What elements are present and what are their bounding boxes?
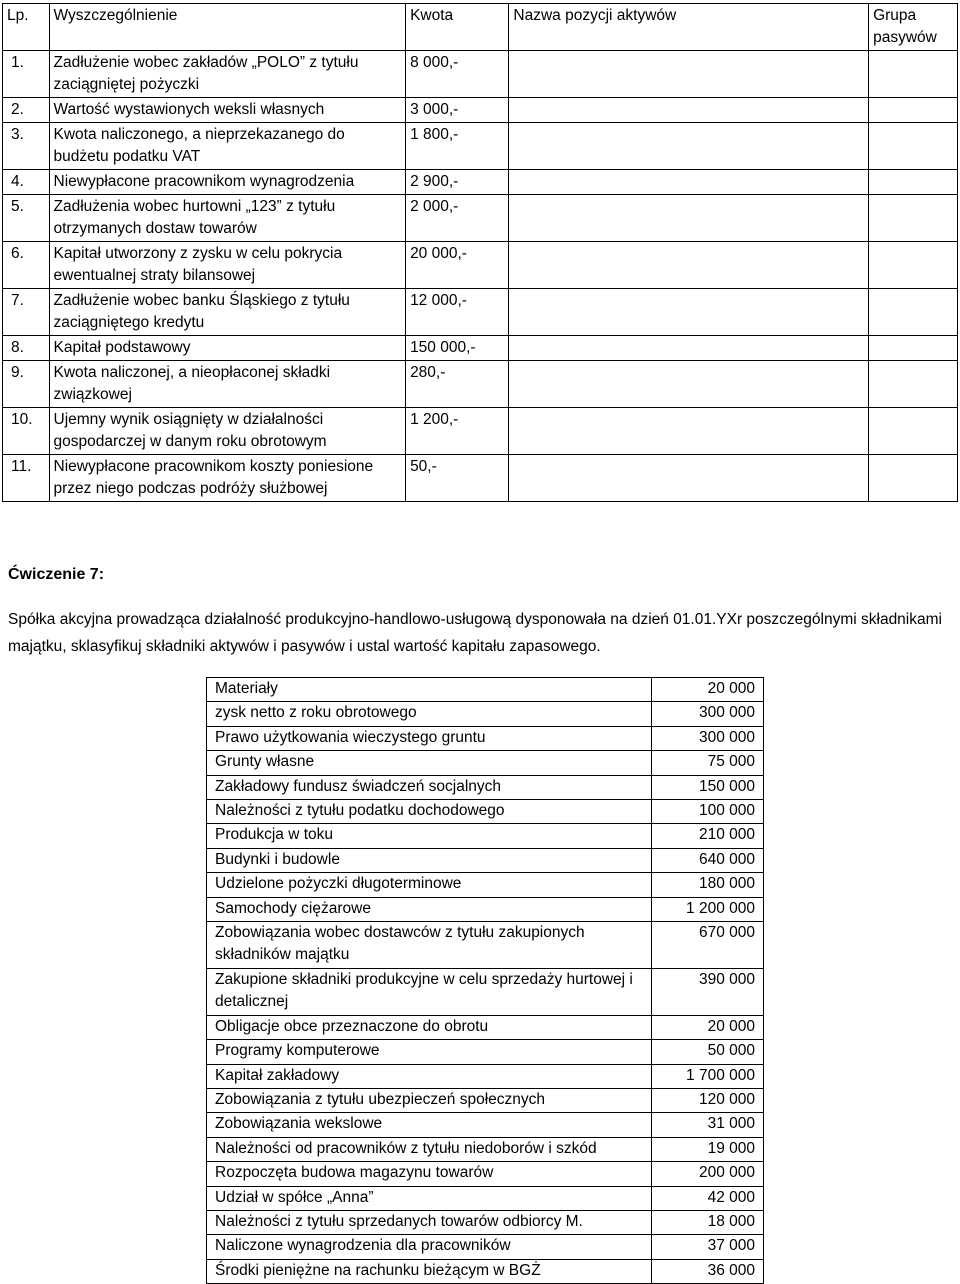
table-row bbox=[207, 873, 764, 897]
row-asset-name bbox=[509, 123, 869, 170]
item-name: Obligacje obce przeznaczone do obrotu bbox=[207, 1015, 652, 1039]
table-row bbox=[3, 336, 958, 361]
header-lp: Lp. bbox=[3, 4, 50, 51]
row-asset-name bbox=[509, 98, 869, 123]
item-name: Zobowiązania wobec dostawców z tytułu zakupionych składników majątku bbox=[207, 922, 652, 969]
table-row bbox=[3, 408, 958, 455]
item-value: 19 000 bbox=[652, 1137, 764, 1161]
item-name: Zobowiązania wekslowe bbox=[207, 1113, 652, 1137]
row-amount: 3 000,- bbox=[406, 98, 509, 123]
row-number: 1. bbox=[3, 51, 50, 98]
item-value: 390 000 bbox=[652, 968, 764, 1015]
item-name: Zakładowy fundusz świadczeń socjalnych bbox=[207, 775, 652, 799]
table-row bbox=[207, 678, 764, 702]
item-value: 42 000 bbox=[652, 1186, 764, 1210]
table-row bbox=[207, 1259, 764, 1283]
row-asset-name bbox=[509, 455, 869, 502]
item-value: 75 000 bbox=[652, 751, 764, 775]
item-value: 1 700 000 bbox=[652, 1064, 764, 1088]
row-number: 4. bbox=[3, 170, 50, 195]
row-liability-group bbox=[869, 361, 958, 408]
table-row bbox=[207, 800, 764, 824]
exercise-text: Spółka akcyjna prowadząca działalność produkcyjno-handlowo-usługową dysponowała na dzień 01.01.YXr poszczególnymi składnikami majątku, sklasyfikuj składniki aktywów i pasywów i ustal wartość kapitału zapasowego. bbox=[8, 611, 942, 655]
item-name: Zobowiązania z tytułu ubezpieczeń społecznych bbox=[207, 1088, 652, 1112]
row-description: Kwota naliczonej, a nieopłaconej składki związkowej bbox=[49, 361, 406, 408]
item-name: Należności od pracowników z tytułu niedoborów i szkód bbox=[207, 1137, 652, 1161]
table-row bbox=[3, 51, 958, 98]
item-name: Należności z tytułu podatku dochodowego bbox=[207, 800, 652, 824]
table-row bbox=[207, 1113, 764, 1137]
table-row bbox=[207, 751, 764, 775]
row-amount: 50,- bbox=[406, 455, 509, 502]
row-description: Ujemny wynik osiągnięty w działalności gospodarczej w danym roku obrotowym bbox=[49, 408, 406, 455]
table-row bbox=[3, 242, 958, 289]
row-asset-name bbox=[509, 170, 869, 195]
item-name: Rozpoczęta budowa magazynu towarów bbox=[207, 1162, 652, 1186]
row-number: 6. bbox=[3, 242, 50, 289]
item-value: 20 000 bbox=[652, 678, 764, 702]
table-row bbox=[207, 922, 764, 969]
header-liability-group: Grupa pasywów bbox=[869, 4, 958, 51]
table-row bbox=[3, 98, 958, 123]
item-name: Udział w spółce „Anna” bbox=[207, 1186, 652, 1210]
row-amount: 2 000,- bbox=[406, 195, 509, 242]
row-liability-group bbox=[869, 98, 958, 123]
table-row bbox=[207, 1064, 764, 1088]
classification-table bbox=[2, 3, 958, 502]
row-amount: 20 000,- bbox=[406, 242, 509, 289]
item-value: 37 000 bbox=[652, 1235, 764, 1259]
item-name: Udzielone pożyczki długoterminowe bbox=[207, 873, 652, 897]
table-row bbox=[207, 824, 764, 848]
row-asset-name bbox=[509, 361, 869, 408]
row-description: Niewypłacone pracownikom koszty poniesione przez niego podczas podróży służbowej bbox=[49, 455, 406, 502]
row-amount: 8 000,- bbox=[406, 51, 509, 98]
table-row bbox=[3, 289, 958, 336]
row-liability-group bbox=[869, 123, 958, 170]
row-liability-group bbox=[869, 242, 958, 289]
table-row bbox=[207, 1186, 764, 1210]
exercise-title: Ćwiczenie 7: bbox=[8, 566, 105, 583]
row-amount: 1 200,- bbox=[406, 408, 509, 455]
table-row bbox=[207, 848, 764, 872]
row-liability-group bbox=[869, 455, 958, 502]
row-liability-group bbox=[869, 170, 958, 195]
row-liability-group bbox=[869, 336, 958, 361]
table-row bbox=[3, 455, 958, 502]
row-liability-group bbox=[869, 51, 958, 98]
table-row bbox=[207, 1235, 764, 1259]
item-name: Środki pieniężne na rachunku bieżącym w BGŻ bbox=[207, 1259, 652, 1283]
item-name: zysk netto z roku obrotowego bbox=[207, 702, 652, 726]
item-value: 1 200 000 bbox=[652, 897, 764, 921]
row-number: 11. bbox=[3, 455, 50, 502]
row-amount: 12 000,- bbox=[406, 289, 509, 336]
table-row bbox=[3, 170, 958, 195]
item-value: 640 000 bbox=[652, 848, 764, 872]
item-value: 300 000 bbox=[652, 726, 764, 750]
item-value: 120 000 bbox=[652, 1088, 764, 1112]
item-value: 36 000 bbox=[652, 1259, 764, 1283]
row-liability-group bbox=[869, 289, 958, 336]
header-asset-name: Nazwa pozycji aktywów bbox=[509, 4, 869, 51]
row-description: Kwota naliczonego, a nieprzekazanego do budżetu podatku VAT bbox=[49, 123, 406, 170]
table-row bbox=[207, 702, 764, 726]
row-number: 5. bbox=[3, 195, 50, 242]
header-amount: Kwota bbox=[406, 4, 509, 51]
item-name: Należności z tytułu sprzedanych towarów odbiorcy M. bbox=[207, 1210, 652, 1234]
item-value: 180 000 bbox=[652, 873, 764, 897]
assets-list-table bbox=[206, 677, 764, 1284]
item-value: 100 000 bbox=[652, 800, 764, 824]
row-amount: 150 000,- bbox=[406, 336, 509, 361]
row-amount: 280,- bbox=[406, 361, 509, 408]
table-header-row bbox=[3, 4, 958, 51]
item-name: Produkcja w toku bbox=[207, 824, 652, 848]
row-amount: 1 800,- bbox=[406, 123, 509, 170]
table-row bbox=[207, 1137, 764, 1161]
row-asset-name bbox=[509, 336, 869, 361]
row-number: 3. bbox=[3, 123, 50, 170]
row-number: 9. bbox=[3, 361, 50, 408]
row-number: 10. bbox=[3, 408, 50, 455]
row-liability-group bbox=[869, 195, 958, 242]
item-value: 150 000 bbox=[652, 775, 764, 799]
item-value: 200 000 bbox=[652, 1162, 764, 1186]
item-name: Budynki i budowle bbox=[207, 848, 652, 872]
row-asset-name bbox=[509, 51, 869, 98]
row-asset-name bbox=[509, 242, 869, 289]
table-row bbox=[207, 1210, 764, 1234]
table-row bbox=[207, 1088, 764, 1112]
table-row bbox=[207, 897, 764, 921]
row-asset-name bbox=[509, 289, 869, 336]
row-description: Zadłużenie wobec banku Śląskiego z tytułu zaciągniętego kredytu bbox=[49, 289, 406, 336]
item-name: Grunty własne bbox=[207, 751, 652, 775]
table-row bbox=[3, 361, 958, 408]
item-name: Prawo użytkowania wieczystego gruntu bbox=[207, 726, 652, 750]
item-name: Samochody ciężarowe bbox=[207, 897, 652, 921]
item-value: 20 000 bbox=[652, 1015, 764, 1039]
item-name: Materiały bbox=[207, 678, 652, 702]
table-row bbox=[207, 968, 764, 1015]
item-name: Zakupione składniki produkcyjne w celu sprzedaży hurtowej i detalicznej bbox=[207, 968, 652, 1015]
row-amount: 2 900,- bbox=[406, 170, 509, 195]
table-row bbox=[207, 1015, 764, 1039]
table-row bbox=[3, 123, 958, 170]
row-number: 8. bbox=[3, 336, 50, 361]
header-description: Wyszczególnienie bbox=[49, 4, 406, 51]
item-name: Kapitał zakładowy bbox=[207, 1064, 652, 1088]
item-name: Programy komputerowe bbox=[207, 1040, 652, 1064]
row-asset-name bbox=[509, 408, 869, 455]
item-name: Naliczone wynagrodzenia dla pracowników bbox=[207, 1235, 652, 1259]
row-description: Zadłużenie wobec zakładów „POLO” z tytułu zaciągniętej pożyczki bbox=[49, 51, 406, 98]
table-row bbox=[3, 195, 958, 242]
row-description: Kapitał podstawowy bbox=[49, 336, 406, 361]
item-value: 300 000 bbox=[652, 702, 764, 726]
row-asset-name bbox=[509, 195, 869, 242]
item-value: 18 000 bbox=[652, 1210, 764, 1234]
item-value: 670 000 bbox=[652, 922, 764, 969]
row-liability-group bbox=[869, 408, 958, 455]
item-value: 210 000 bbox=[652, 824, 764, 848]
item-value: 31 000 bbox=[652, 1113, 764, 1137]
table-row bbox=[207, 1040, 764, 1064]
row-description: Zadłużenia wobec hurtowni „123” z tytułu otrzymanych dostaw towarów bbox=[49, 195, 406, 242]
row-description: Niewypłacone pracownikom wynagrodzenia bbox=[49, 170, 406, 195]
item-value: 50 000 bbox=[652, 1040, 764, 1064]
row-number: 2. bbox=[3, 98, 50, 123]
row-number: 7. bbox=[3, 289, 50, 336]
table-row bbox=[207, 726, 764, 750]
row-description: Kapitał utworzony z zysku w celu pokrycia ewentualnej straty bilansowej bbox=[49, 242, 406, 289]
row-description: Wartość wystawionych weksli własnych bbox=[49, 98, 406, 123]
table-row bbox=[207, 1162, 764, 1186]
table-row bbox=[207, 775, 764, 799]
